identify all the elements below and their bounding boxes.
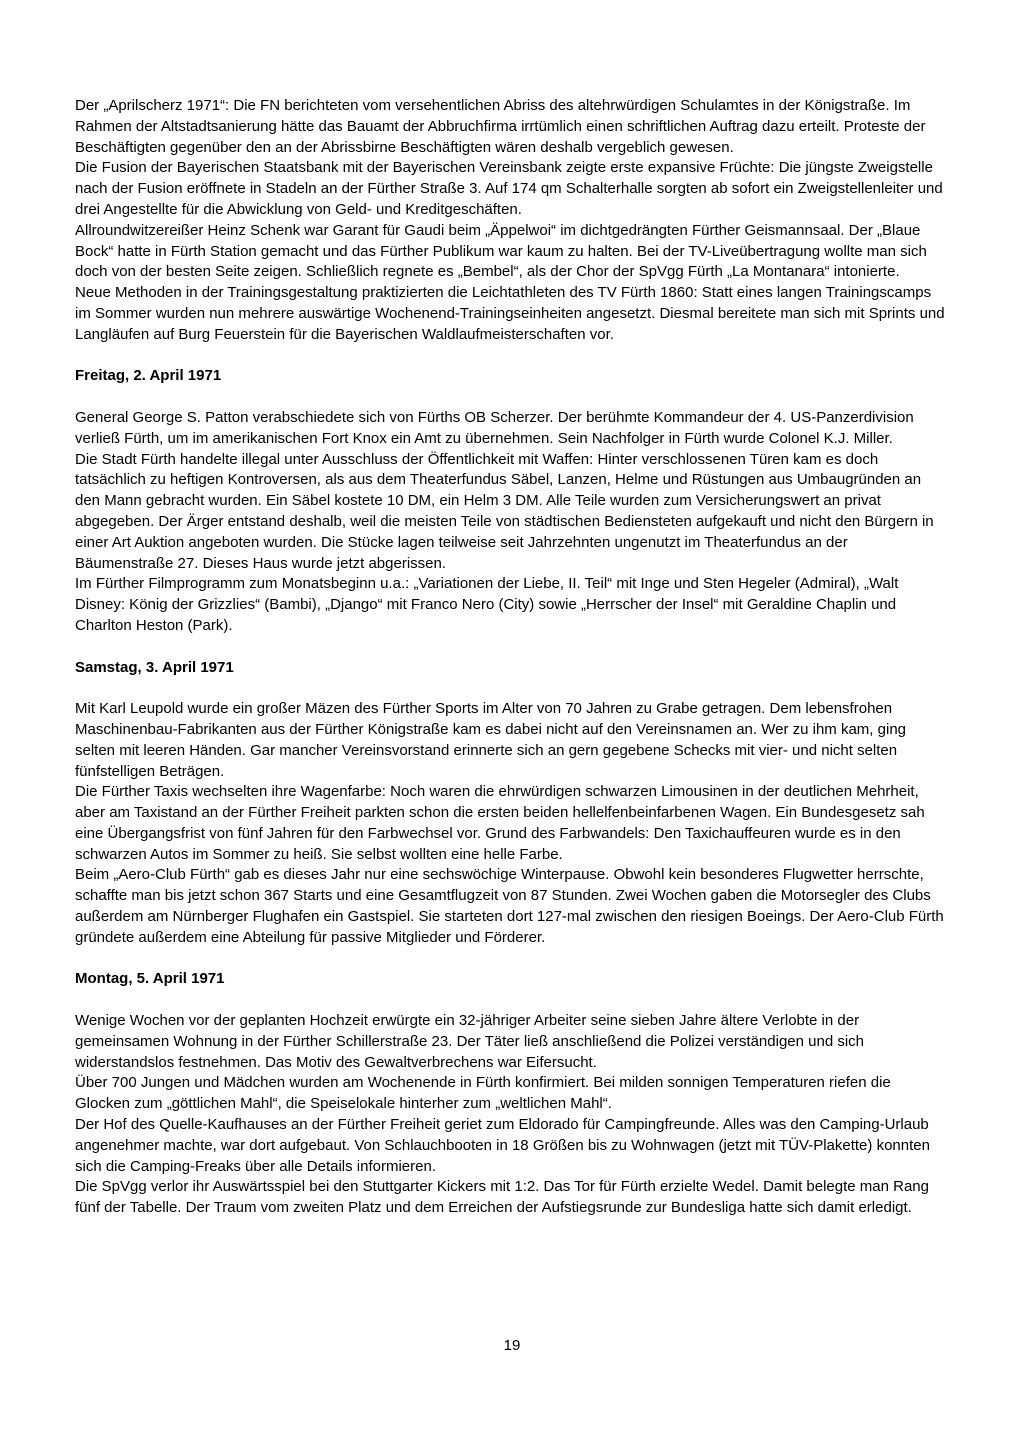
paragraph: General George S. Patton verabschiedete sich von Fürths OB Scherzer. Der berühmte Kommandeur der 4. US-Panzerdivision verließ Fürth, um im amerikanischen Fort Knox ein Amt zu übernehmen. Sein Nachfolger in Fürth wurde Colonel K.J. Miller. <box>75 408 914 447</box>
document-body <box>75 96 949 1219</box>
paragraph: Wenige Wochen vor der geplanten Hochzeit erwürgte ein 32-jähriger Arbeiter seine sieben Jahre ältere Verlobte in der gemeinsamen Wohnung in der Fürther Schillerstraße 23. Der Täter ließ anschließend die Polizei verständigen und sich widerstandslos festnehmen. Das Motiv des Gewaltverbrechens war Eifersucht. <box>75 1012 865 1071</box>
page-number: 19 <box>503 1337 521 1354</box>
paragraph: Beim „Aero-Club Fürth“ gab es dieses Jahr nur eine sechswöchige Winterpause. Obwohl kein besonderes Flugwetter herrschte, schaffte man bis jetzt schon 367 Starts und eine Gesamtflugzeit von 87 Stunden. Zwei Wochen gaben die Motorsegler des Clubs außerdem am Nürnberger Flughafen ein Gastspiel. Sie starteten dort 127-mal zwischen den riesigen Boeings. Der Aero-Club Fürth gründete außerdem eine Abteilung für passive Mitglieder und Förderer. <box>75 866 944 946</box>
paragraph: Die SpVgg verlor ihr Auswärtsspiel bei den Stuttgarter Kickers mit 1:2. Das Tor für Fürth erzielte Wedel. Damit belegte man Rang fünf der Tabelle. Der Traum vom zweiten Platz und dem Erreichen der Aufstiegsrunde zur Bundesliga hatte sich damit erledigt. <box>75 1178 929 1217</box>
paragraph: Mit Karl Leupold wurde ein großer Mäzen des Fürther Sports im Alter von 70 Jahren zu Grabe getragen. Dem lebensfrohen Maschinenbau-Fabrikanten aus der Fürther Königstraße kam es dabei nicht auf den Vereinsnamen an. Wer zu ihm kam, ging selten mit leeren Händen. Gar mancher Vereinsvorstand erinnerte sich an gern gegebene Schecks mit vier- und nicht selten fünfstelligen Beträgen. <box>75 700 906 780</box>
paragraph: Die Stadt Fürth handelte illegal unter Ausschluss der Öffentlichkeit mit Waffen: Hinter verschlossenen Türen kam es doch tatsächlich zu heftigen Kontroversen, als aus dem Theaterfundus Säbel, Lanzen, Helme und Rüstungen aus Umbaugründen an den Mann gebracht wurden. Ein Säbel kostete 10 DM, ein Helm 3 DM. Alle Teile wurden zum Versicherungswert an privat abgegeben. Der Ärger entstand deshalb, weil die meisten Teile von städtischen Bediensteten aufgekauft und nicht den Bürgern in einer Art Auktion angeboten wurden. Die Stücke lagen teilweise seit Jahrzehnten ungenutzt im Theaterfundus an der Bäumenstraße 27. Dieses Haus wurde jetzt abgerissen. <box>75 450 934 572</box>
paragraph: Die Fusion der Bayerischen Staatsbank mit der Bayerischen Vereinsbank zeigte erste expansive Früchte: Die jüngste Zweigstelle nach der Fusion eröffnete in Stadeln an der Fürther Straße 3. Auf 174 qm Schalterhalle sorgten ab sofort ein Zweigstellenleiter und drei Angestellte für die Abwicklung von Geld- und Kreditgeschäften. <box>75 159 943 218</box>
paragraph: Im Fürther Filmprogramm zum Monatsbeginn u.a.: „Variationen der Liebe, II. Teil“ mit Inge und Sten Hegeler (Admiral), „Walt Disney: König der Grizzlies“ (Bambi), „Django“ mit Franco Nero (City) sowie „Herrscher der Insel“ mit Geraldine Chaplin und Charlton Heston (Park). <box>75 575 899 634</box>
paragraph: Die Fürther Taxis wechselten ihre Wagenfarbe: Noch waren die ehrwürdigen schwarzen Limousinen in der deutlichen Mehrheit, aber am Taxistand an der Fürther Freiheit parkten schon die ersten beiden hellelfenbeinfarbenen Wagen. Ein Bundesgesetz sah eine Übergangsfrist von fünf Jahren für den Farbwechsel vor. Grund des Farbwandels: Den Taxichauffeuren wurde es in den schwarzen Autos im Sommer zu heiß. Sie selbst wollten eine helle Farbe. <box>75 783 925 863</box>
paragraph: Der „Aprilscherz 1971“: Die FN berichteten vom versehentlichen Abriss des altehrwürdigen Schulamtes in der Königstraße. Im Rahmen der Altstadtsanierung hätte das Bauamt der Abbruchfirma irrtümlich einen schriftlichen Auftrag dazu erteilt. Proteste der Beschäftigten gegenüber den an der Abrissbirne Beschäftigten wären deshalb vergeblich gewesen. <box>75 97 926 156</box>
paragraph: Allroundwitzereißer Heinz Schenk war Garant für Gaudi beim „Äppelwoi“ im dichtgedrängten Fürther Geismannsaal. Der „Blaue Bock“ hatte in Fürth Station gemacht und das Fürther Publikum war kaum zu halten. Bei der TV-Liveübertragung wollte man sich doch von der besten Seite zeigen. Schließlich regnete es „Bembel“, als der Chor der SpVgg Fürth „La Montanara“ intonierte. <box>75 221 927 281</box>
section-heading: Montag, 5. April 1971 <box>75 970 225 988</box>
paragraph: Über 700 Jungen und Mädchen wurden am Wochenende in Fürth konfirmiert. Bei milden sonnigen Temperaturen riefen die Glocken zum „göttlichen Mahl“, die Speiselokale hinterher zum „weltlichen Mahl“. <box>75 1074 891 1113</box>
section-heading: Freitag, 2. April 1971 <box>75 367 222 385</box>
paragraph: Neue Methoden in der Trainingsgestaltung praktizierten die Leichtathleten des TV Fürth 1860: Statt eines langen Trainingscamps im Sommer wurden nun mehrere auswärtige Wochenend-Trainingseinheiten angesetzt. Diesmal bereitete man sich mit Sprints und Langläufen auf Burg Feuerstein für die Bayerischen Waldlaufmeisterschaften vor. <box>75 284 945 343</box>
paragraph: Der Hof des Quelle-Kaufhauses an der Fürther Freiheit geriet zum Eldorado für Campingfreunde. Alles was den Camping-Urlaub angenehmer machte, war dort aufgebaut. Von Schlauchbooten in 18 Größen bis zu Wohnwagen (jetzt mit TÜV-Plakette) konnten sich die Camping-Freaks über alle Details informieren. <box>75 1116 930 1175</box>
section-heading: Samstag, 3. April 1971 <box>75 658 234 676</box>
